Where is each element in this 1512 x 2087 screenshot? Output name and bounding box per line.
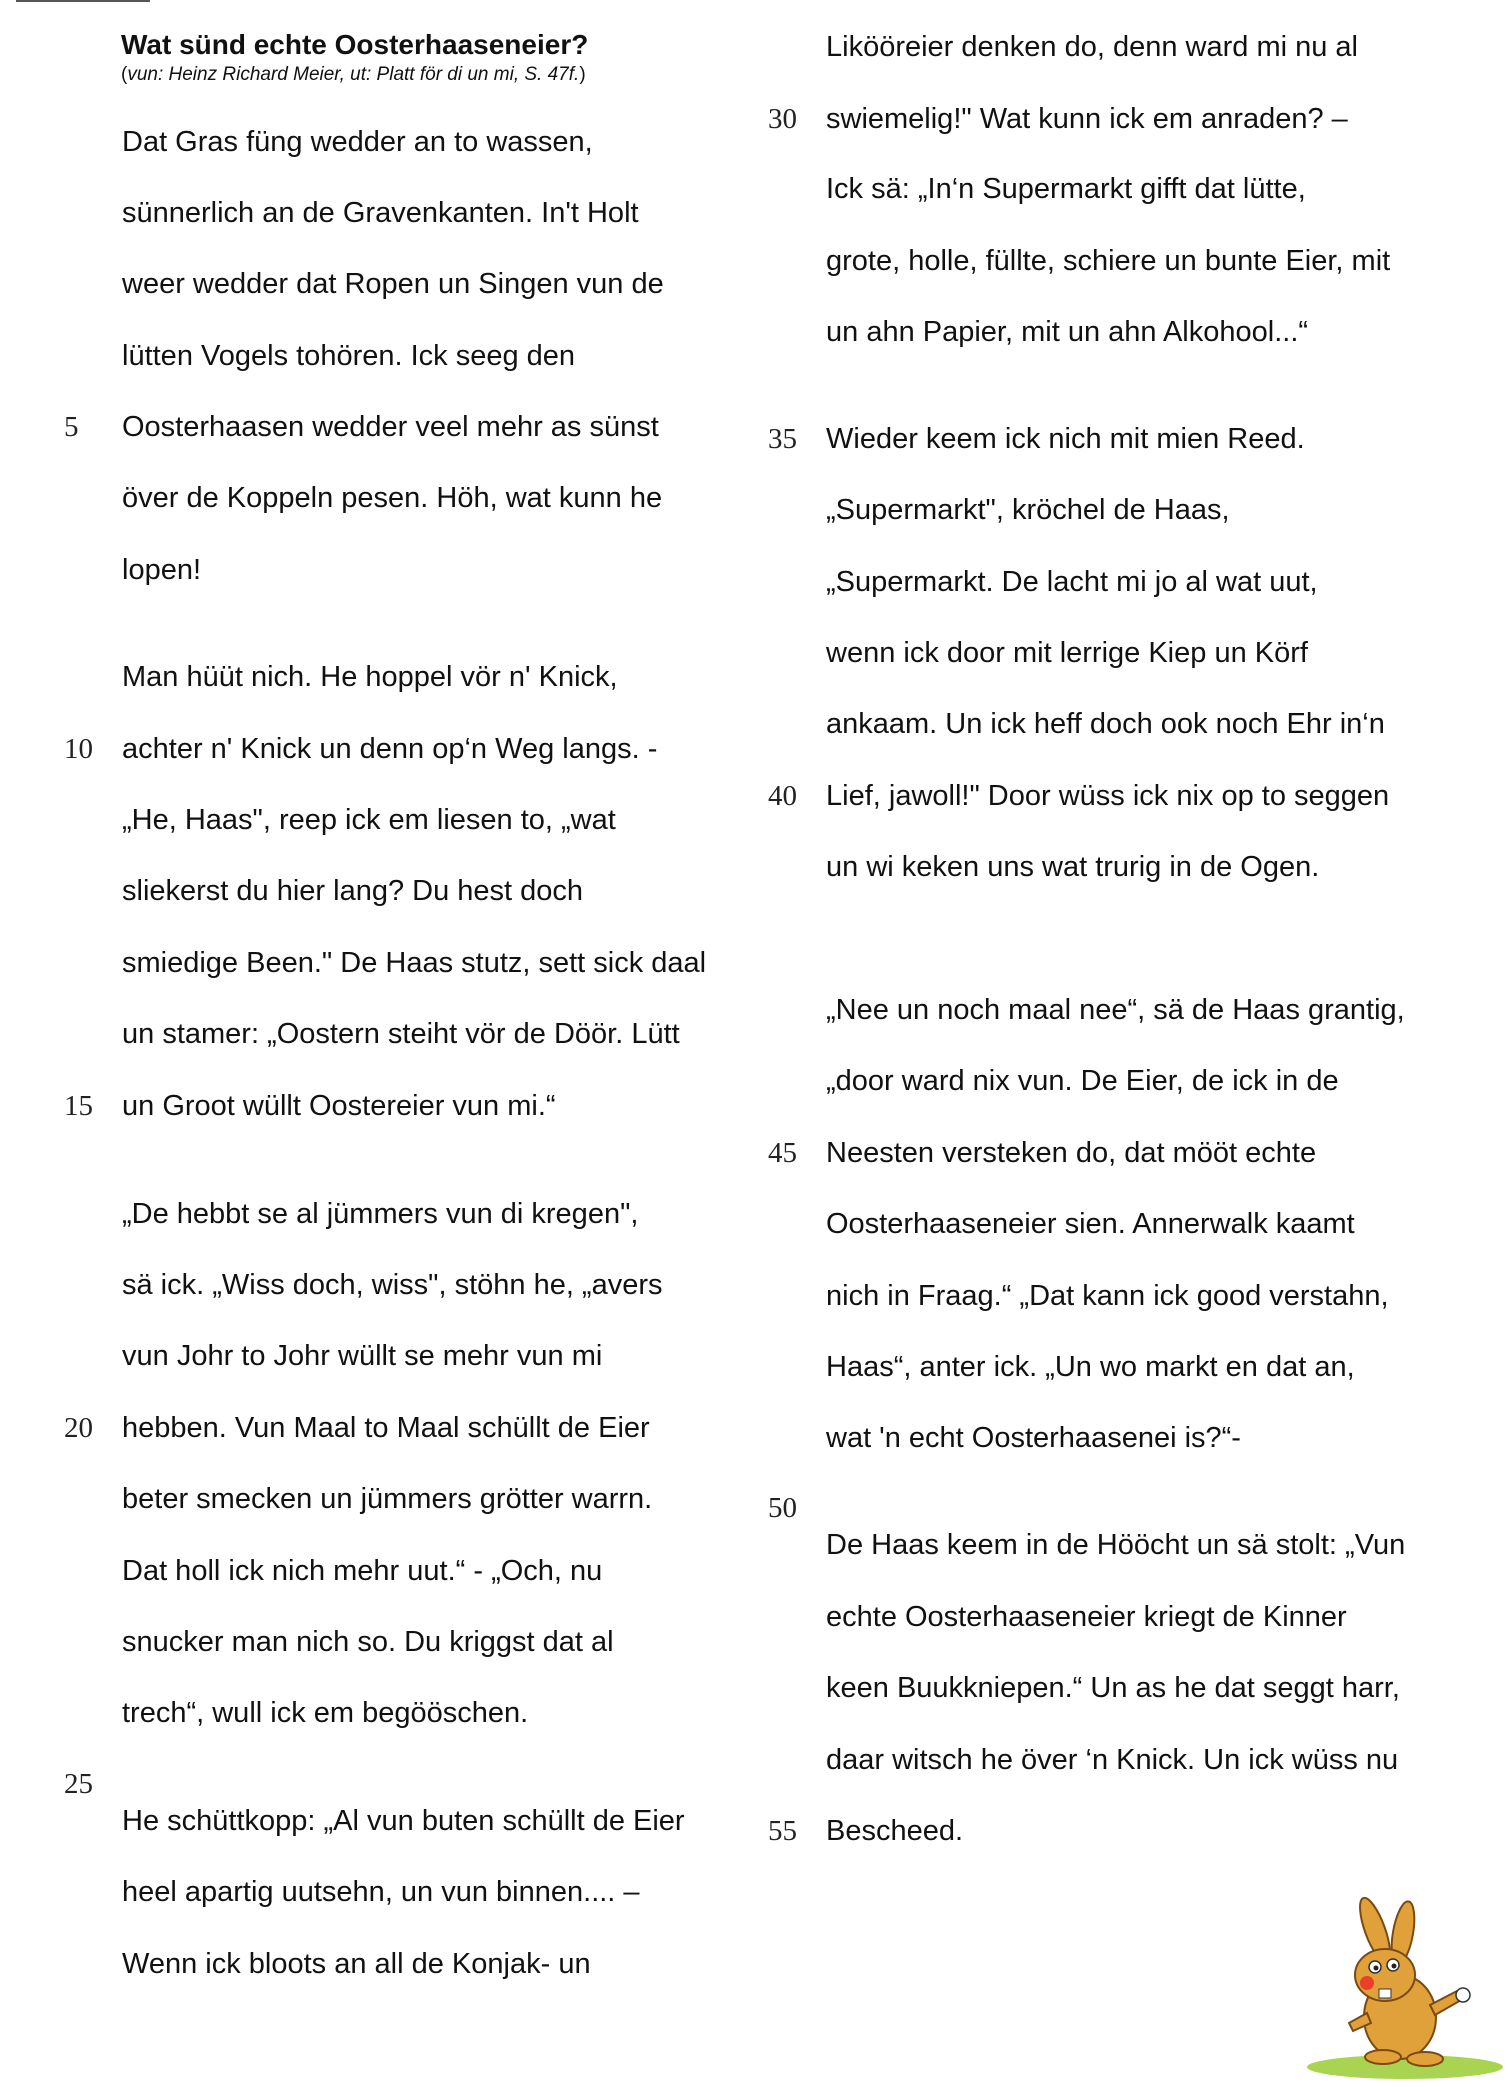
- text-line: wenn ick door mit lerrige Kiep un Körf: [826, 637, 1308, 669]
- text-line: Dat holl ick nich mehr uut.“ - „Och, nu: [122, 1555, 603, 1587]
- text-line: un wi keken uns wat trurig in de Ogen.: [826, 851, 1320, 883]
- text-line: heel apartig uutsehn, un vun binnen.... –: [122, 1876, 640, 1908]
- text-line: Neesten versteken do, dat mööt echte: [826, 1137, 1317, 1169]
- text-line: „Nee un noch maal nee“, sä de Haas grantig,: [826, 994, 1405, 1026]
- bunny-illustration-icon: [1305, 1895, 1505, 2080]
- line-number: 10: [64, 733, 93, 765]
- text-line: Wieder keem ick nich mit mien Reed.: [826, 423, 1305, 455]
- text-line: „Supermarkt. De lacht mi jo al wat uut,: [826, 566, 1318, 598]
- text-line: „Supermarkt", kröchel de Haas,: [826, 494, 1230, 526]
- text-line: He schüttkopp: „Al vun buten schüllt de Eier: [122, 1805, 685, 1837]
- source-citation: (vun: Heinz Richard Meier, ut: Platt för di un mi, S. 47f.): [121, 64, 586, 85]
- text-line: daar witsch he över ‘n Knick. Un ick wüss nu: [826, 1744, 1399, 1776]
- text-line: hebben. Vun Maal to Maal schüllt de Eier: [122, 1412, 650, 1444]
- text-line: un Groot wüllt Oostereier vun mi.“: [122, 1090, 556, 1122]
- text-line: över de Koppeln pesen. Höh, wat kunn he: [122, 482, 663, 514]
- text-line: wat 'n echt Oosterhaasenei is?“-: [826, 1422, 1241, 1454]
- line-number: 25: [64, 1768, 93, 1800]
- text-line: echte Oosterhaaseneier kriegt de Kinner: [826, 1601, 1347, 1633]
- line-number: 35: [768, 423, 797, 455]
- text-line: Bescheed.: [826, 1815, 964, 1847]
- text-line: grote, holle, füllte, schiere un bunte Eier, mit: [826, 245, 1391, 277]
- text-line: sliekerst du hier lang? Du hest doch: [122, 875, 584, 907]
- line-number: 15: [64, 1090, 93, 1122]
- text-line: Haas“, anter ick. „Un wo markt en dat an,: [826, 1351, 1355, 1383]
- text-line: ankaam. Un ick heff doch ook noch Ehr in‘n: [826, 708, 1385, 740]
- text-line: achter n' Knick un denn op‘n Weg langs. -: [122, 733, 658, 765]
- text-line: trech“, wull ick em begööschen.: [122, 1697, 529, 1729]
- text-line: sä ick. „Wiss doch, wiss", stöhn he, „avers: [122, 1269, 663, 1301]
- text-line: keen Buukkniepen.“ Un as he dat seggt harr,: [826, 1672, 1400, 1704]
- text-line: sünnerlich an de Gravenkanten. In't Holt: [122, 197, 639, 229]
- line-number: 50: [768, 1492, 797, 1524]
- text-line: smiedige Been." De Haas stutz, sett sick daal: [122, 947, 707, 979]
- text-line: De Haas keem in de Hööcht un sä stolt: „Vun: [826, 1529, 1406, 1561]
- text-line: „De hebbt se al jümmers vun di kregen",: [122, 1198, 639, 1230]
- line-number: 30: [768, 103, 797, 135]
- text-line: Likööreier denken do, denn ward mi nu al: [826, 31, 1358, 63]
- text-line: Dat Gras füng wedder an to wassen,: [122, 126, 593, 158]
- text-line: beter smecken un jümmers grötter warrn.: [122, 1483, 653, 1515]
- text-line: lopen!: [122, 554, 202, 586]
- line-number: 5: [64, 411, 79, 443]
- text-line: Man hüüt nich. He hoppel vör n' Knick,: [122, 661, 618, 693]
- text-line: lütten Vogels tohören. Ick seeg den: [122, 340, 576, 372]
- line-number: 20: [64, 1412, 93, 1444]
- text-line: „door ward nix vun. De Eier, de ick in de: [826, 1065, 1339, 1097]
- text-line: vun Johr to Johr wüllt se mehr vun mi: [122, 1340, 603, 1372]
- text-line: weer wedder dat Ropen un Singen vun de: [122, 268, 664, 300]
- line-number: 45: [768, 1137, 797, 1169]
- text-line: nich in Fraag.“ „Dat kann ick good verstahn,: [826, 1280, 1389, 1312]
- line-number: 55: [768, 1815, 797, 1847]
- text-line: Oosterhaasen wedder veel mehr as sünst: [122, 411, 659, 443]
- text-line: Lief, jawoll!" Door wüss ick nix op to seggen: [826, 780, 1390, 812]
- story-title: Wat sünd echte Oosterhaaseneier?: [121, 29, 589, 60]
- text-line: un stamer: „Oostern steiht vör de Döör. Lütt: [122, 1018, 680, 1050]
- text-line: Ick sä: „In‘n Supermarkt gifft dat lütte,: [826, 173, 1306, 205]
- text-line: snucker man nich so. Du kriggst dat al: [122, 1626, 614, 1658]
- line-number: 40: [768, 780, 797, 812]
- text-line: „He, Haas", reep ick em liesen to, „wat: [122, 804, 616, 836]
- text-line: un ahn Papier, mit un ahn Alkohool...“: [826, 316, 1309, 348]
- text-line: Oosterhaaseneier sien. Annerwalk kaamt: [826, 1208, 1355, 1240]
- text-line: Wenn ick bloots an all de Konjak- un: [122, 1948, 591, 1980]
- header-rule: [16, 0, 150, 2]
- text-line: swiemelig!" Wat kunn ick em anraden? –: [826, 103, 1348, 135]
